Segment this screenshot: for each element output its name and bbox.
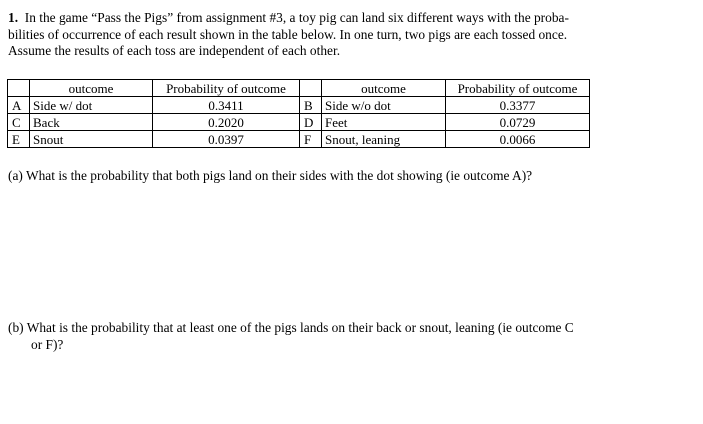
table-row <box>8 114 590 131</box>
header-outcome-right: outcome <box>322 80 446 97</box>
row-outcome: Feet <box>322 114 446 131</box>
problem-number: 1. <box>8 10 19 25</box>
row-outcome: Side w/o dot <box>322 97 446 114</box>
row-letter: A <box>8 97 30 114</box>
header-letter-left <box>8 80 30 97</box>
header-prob-left: Probability of outcome <box>153 80 300 97</box>
probability-table <box>7 79 590 148</box>
row-outcome: Side w/ dot <box>30 97 153 114</box>
header-prob-right: Probability of outcome <box>446 80 590 97</box>
intro-line-1-text: In the game “Pass the Pigs” from assignment #3, a toy pig can land six different ways with the proba- <box>24 10 569 25</box>
header-outcome-left: outcome <box>30 80 153 97</box>
table-row <box>8 97 590 114</box>
row-outcome: Snout, leaning <box>322 131 446 148</box>
question-part-a: (a) What is the probability that both pigs land on their sides with the dot showing (ie outcome A)? <box>8 168 533 183</box>
table-header-row <box>8 80 590 97</box>
problem-statement <box>8 10 638 60</box>
table-row <box>8 131 590 148</box>
question-part-b <box>8 320 648 353</box>
row-probability: 0.3377 <box>446 97 590 114</box>
row-letter: B <box>300 97 322 114</box>
row-outcome: Back <box>30 114 153 131</box>
row-probability: 0.0066 <box>446 131 590 148</box>
intro-line-2: bilities of occurrence of each result shown in the table below. In one turn, two pigs are each tossed once. <box>8 26 568 42</box>
row-probability: 0.0729 <box>446 114 590 131</box>
row-letter: D <box>300 114 322 131</box>
header-letter-right <box>300 80 322 97</box>
intro-line-3: Assume the results of each toss are independent of each other. <box>8 43 341 58</box>
intro-line-1 <box>8 10 638 27</box>
row-letter: F <box>300 131 322 148</box>
row-letter: E <box>8 131 30 148</box>
row-outcome: Snout <box>30 131 153 148</box>
row-letter: C <box>8 114 30 131</box>
part-b-line-1: (b) What is the probability that at least one of the pigs lands on their back or snout, leaning (ie outcome C <box>8 320 574 335</box>
row-probability: 0.0397 <box>153 131 300 148</box>
row-probability: 0.2020 <box>153 114 300 131</box>
row-probability: 0.3411 <box>153 97 300 114</box>
part-b-line-2: or F)? <box>31 336 64 352</box>
